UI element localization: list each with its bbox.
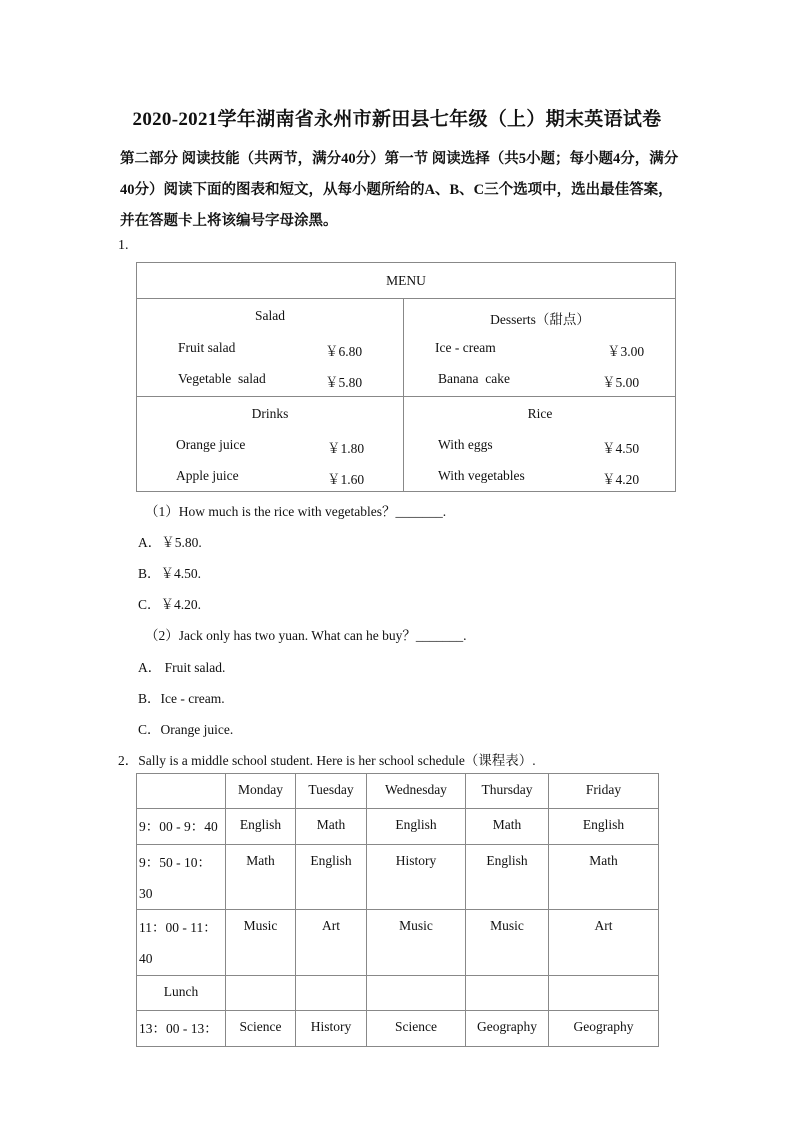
subject-cell: Music xyxy=(367,910,466,976)
subject-cell: English xyxy=(296,845,367,910)
table-row xyxy=(137,976,659,1011)
subject-cell: English xyxy=(549,809,659,845)
menu-item-price: ￥4.50 xyxy=(602,441,640,456)
table-row xyxy=(137,1011,659,1047)
subject-cell: Math xyxy=(296,809,367,845)
day-header: Wednesday xyxy=(367,774,466,809)
rice-heading: Rice xyxy=(527,406,553,421)
subject-cell xyxy=(226,976,296,1011)
subject-cell: Science xyxy=(367,1011,466,1047)
menu-item-price: ￥5.00 xyxy=(602,375,640,390)
divider xyxy=(403,298,404,492)
answer-option[interactable]: C．Orange juice. xyxy=(138,722,234,737)
subject-cell: Art xyxy=(296,910,367,976)
menu-item-name: Banana cake xyxy=(438,371,510,386)
time-cell: 9：00 - 9：40 xyxy=(137,809,226,845)
subject-cell: Science xyxy=(226,1011,296,1047)
menu-item-name: Fruit salad xyxy=(178,340,236,355)
section-instruction: 第二部分 阅读技能（共两节，满分40分）第一节 阅读选择（共5小题；每小题4分，满分40分）阅读下面的图表和短文，从每小题所给的A、B、C三个选项中，选出最佳答案，并在答题卡上将该编号字母涂黑。 xyxy=(120,151,679,229)
table-row xyxy=(137,910,659,976)
divider xyxy=(137,396,675,397)
subject-cell xyxy=(549,976,659,1011)
table-row xyxy=(137,809,659,845)
menu-item-price: ￥1.80 xyxy=(327,441,365,456)
menu-item-name: With eggs xyxy=(438,437,493,452)
subject-cell: English xyxy=(466,845,549,910)
day-header: Thursday xyxy=(466,774,549,809)
subject-cell: History xyxy=(296,1011,367,1047)
menu-table xyxy=(136,262,676,492)
day-header: Tuesday xyxy=(296,774,367,809)
subject-cell: Music xyxy=(466,910,549,976)
menu-item-name: Ice - cream xyxy=(435,340,496,355)
salad-heading: Salad xyxy=(255,308,285,323)
answer-option[interactable]: C．￥4.20. xyxy=(138,597,202,612)
question-number: 1. xyxy=(118,238,129,253)
menu-item-price: ￥6.80 xyxy=(325,344,363,359)
subject-cell xyxy=(296,976,367,1011)
menu-item-price: ￥3.00 xyxy=(607,344,645,359)
sub-question: （1）How much is the rice with vegetables？_______. xyxy=(145,504,447,519)
day-header: Friday xyxy=(549,774,659,809)
subject-cell: Geography xyxy=(466,1011,549,1047)
subject-cell: Geography xyxy=(549,1011,659,1047)
question-intro: 2．Sally is a middle school student. Here is her school schedule（课程表）. xyxy=(118,753,536,768)
school-schedule-table xyxy=(136,773,659,1047)
table-corner xyxy=(137,774,226,809)
time-cell: 13：00 - 13： xyxy=(137,1011,226,1047)
answer-option[interactable]: B．￥4.50. xyxy=(138,566,202,581)
page-title: 2020-2021学年湖南省永州市新田县七年级（上）期末英语试卷 xyxy=(132,109,662,130)
drinks-heading: Drinks xyxy=(251,406,289,421)
subject-cell: English xyxy=(226,809,296,845)
subject-cell xyxy=(367,976,466,1011)
subject-cell: Math xyxy=(466,809,549,845)
sub-question: （2）Jack only has two yuan. What can he buy？_______. xyxy=(145,628,467,643)
menu-item-name: Orange juice xyxy=(176,437,246,452)
time-cell: 9：50 - 10：30 xyxy=(137,845,226,910)
answer-option[interactable]: A．￥5.80. xyxy=(138,535,202,550)
menu-item-name: Vegetable salad xyxy=(178,371,266,386)
answer-option[interactable]: B．Ice - cream. xyxy=(138,691,225,706)
table-row xyxy=(137,845,659,910)
subject-cell: History xyxy=(367,845,466,910)
subject-cell: Math xyxy=(549,845,659,910)
subject-cell xyxy=(466,976,549,1011)
menu-item-name: Apple juice xyxy=(176,468,239,483)
day-header: Monday xyxy=(226,774,296,809)
menu-item-price: ￥4.20 xyxy=(602,472,640,487)
menu-item-name: With vegetables xyxy=(438,468,525,483)
menu-item-price: ￥1.60 xyxy=(327,472,365,487)
answer-option[interactable]: A． Fruit salad. xyxy=(138,660,226,675)
menu-item-price: ￥5.80 xyxy=(325,375,363,390)
time-cell: 11：00 - 11：40 xyxy=(137,910,226,976)
time-cell: Lunch xyxy=(137,976,226,1011)
subject-cell: Art xyxy=(549,910,659,976)
subject-cell: Math xyxy=(226,845,296,910)
subject-cell: Music xyxy=(226,910,296,976)
subject-cell: English xyxy=(367,809,466,845)
desserts-heading: Desserts（甜点） xyxy=(490,312,590,327)
menu-heading: MENU xyxy=(137,263,675,299)
